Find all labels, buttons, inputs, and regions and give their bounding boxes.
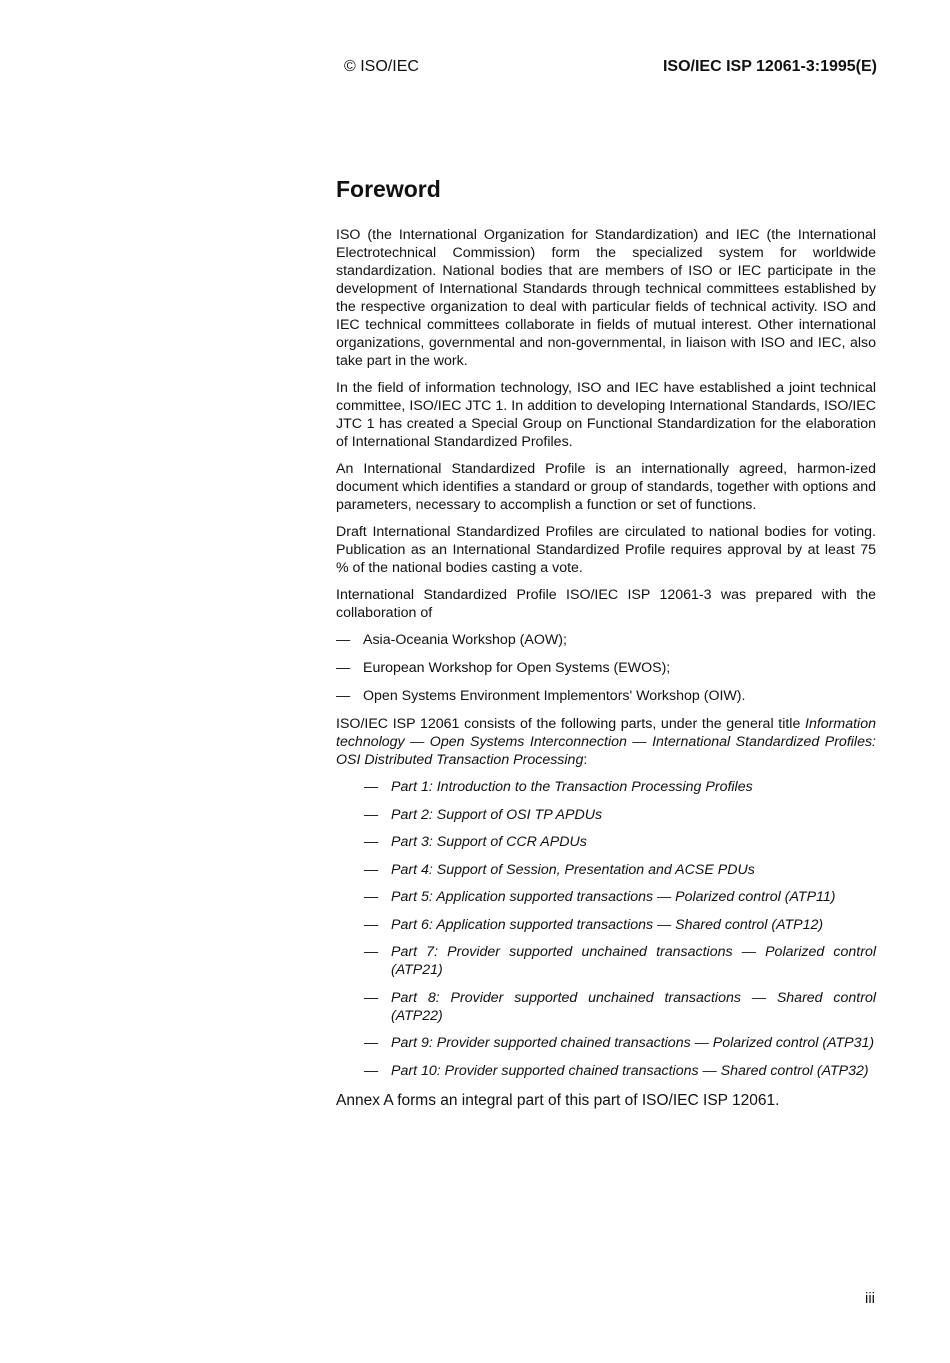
dash-bullet: — bbox=[364, 1062, 379, 1079]
page-title: Foreword bbox=[336, 176, 441, 202]
paragraph-collaboration: International Standardized Profile ISO/IEC ISP 12061-3 was prepared with the collaboration of bbox=[336, 587, 876, 621]
paragraph-iso-iec: ISO (the International Organization for Standardization) and IEC (the International Electrotechnical Commission) form the specialized system for worldwide standardization. National bodies that are members of ISO or IEC participate in the development of International Standards through technical committees established by the respective organization to deal with particular fields of technical activity. ISO and IEC technical committees collaborate in fields of mutual interest. Other international organizations, governmental and non-governmental, in liaison with ISO and IEC, also take part in the work. bbox=[336, 227, 876, 369]
general-title: Information technology — Open Systems Interconnection — International Standardized Profiles: OSI Distributed Transaction Processing bbox=[336, 716, 876, 768]
part-title: Part 2: Support of OSI TP APDUs bbox=[391, 806, 603, 823]
part-title: Part 4: Support of Session, Presentation and ACSE PDUs bbox=[391, 861, 755, 878]
list-item bbox=[364, 888, 876, 906]
part-title: Part 1: Introduction to the Transaction Processing Profiles bbox=[391, 779, 753, 795]
parts-intro-lead: ISO/IEC ISP 12061 consists of the following parts, under the general title bbox=[336, 716, 806, 732]
workshop-label: Open Systems Environment Implementors' Workshop (OIW). bbox=[363, 688, 746, 704]
dash-bullet: — bbox=[364, 944, 379, 960]
parts-intro-end: : bbox=[583, 752, 588, 768]
parts-list bbox=[364, 778, 876, 1080]
list-item bbox=[336, 687, 876, 705]
list-item bbox=[364, 1034, 876, 1052]
list-item bbox=[364, 1062, 876, 1080]
list-item bbox=[364, 833, 876, 851]
paragraph-isp-definition: An International Standardized Profile is an internationally agreed, harmon-ized document which identifies a standard or group of standards, together with options and parameters, necessary to accomplish a function or set of functions. bbox=[336, 461, 876, 513]
workshop-list bbox=[336, 631, 876, 705]
list-item bbox=[364, 989, 876, 1025]
list-item bbox=[336, 659, 876, 677]
annex-statement: Annex A forms an integral part of this part of ISO/IEC ISP 12061. bbox=[336, 1091, 780, 1109]
list-item bbox=[364, 806, 876, 824]
list-item bbox=[364, 778, 876, 796]
dash-bullet: — bbox=[364, 989, 379, 1006]
dash-bullet: — bbox=[364, 889, 379, 905]
dash-bullet: — bbox=[364, 861, 379, 878]
part-title: Part 8: Provider supported unchained transactions — Shared control (ATP22) bbox=[391, 989, 876, 1024]
part-title: Part 7: Provider supported unchained transactions — Polarized control (ATP21) bbox=[391, 944, 876, 978]
header-copyright: © ISO/IEC bbox=[344, 58, 419, 75]
list-item bbox=[364, 943, 876, 979]
header-document-id: ISO/IEC ISP 12061-3:1995(E) bbox=[662, 58, 877, 75]
dash-bullet: — bbox=[364, 1035, 379, 1051]
page-number: iii bbox=[865, 1290, 875, 1307]
part-title: Part 9: Provider supported chained transactions — Polarized control (ATP31) bbox=[391, 1035, 875, 1051]
part-title: Part 10: Provider supported chained transactions — Shared control (ATP32) bbox=[391, 1062, 869, 1079]
dash-bullet: — bbox=[336, 632, 351, 648]
paragraph-parts-intro bbox=[336, 715, 876, 769]
paragraph-jtc1: In the field of information technology, ISO and IEC have established a joint technical committee, ISO/IEC JTC 1. In addition to developing International Standards, ISO/IEC JTC 1 has created a Special Group on Functional Standardization for the elaboration of International Standardized Profiles. bbox=[336, 380, 876, 450]
dash-bullet: — bbox=[364, 806, 379, 823]
list-item bbox=[364, 861, 876, 879]
foreword-body bbox=[336, 226, 876, 1119]
dash-bullet: — bbox=[336, 688, 351, 704]
workshop-label: Asia-Oceania Workshop (AOW); bbox=[363, 632, 567, 648]
list-item bbox=[364, 916, 876, 934]
paragraph-draft-voting: Draft International Standardized Profiles are circulated to national bodies for voting. Publication as an International Standardized Profile requires approval by at least 75 % of the national bodies casting a vote. bbox=[336, 524, 876, 576]
dash-bullet: — bbox=[364, 834, 379, 850]
part-title: Part 6: Application supported transactions — Shared control (ATP12) bbox=[391, 916, 824, 933]
part-title: Part 5: Application supported transactions — Polarized control (ATP11) bbox=[391, 889, 836, 905]
list-item bbox=[336, 631, 876, 649]
dash-bullet: — bbox=[364, 916, 379, 933]
dash-bullet: — bbox=[336, 660, 351, 676]
part-title: Part 3: Support of CCR APDUs bbox=[391, 834, 587, 850]
dash-bullet: — bbox=[364, 779, 379, 795]
workshop-label: European Workshop for Open Systems (EWOS); bbox=[363, 660, 671, 676]
